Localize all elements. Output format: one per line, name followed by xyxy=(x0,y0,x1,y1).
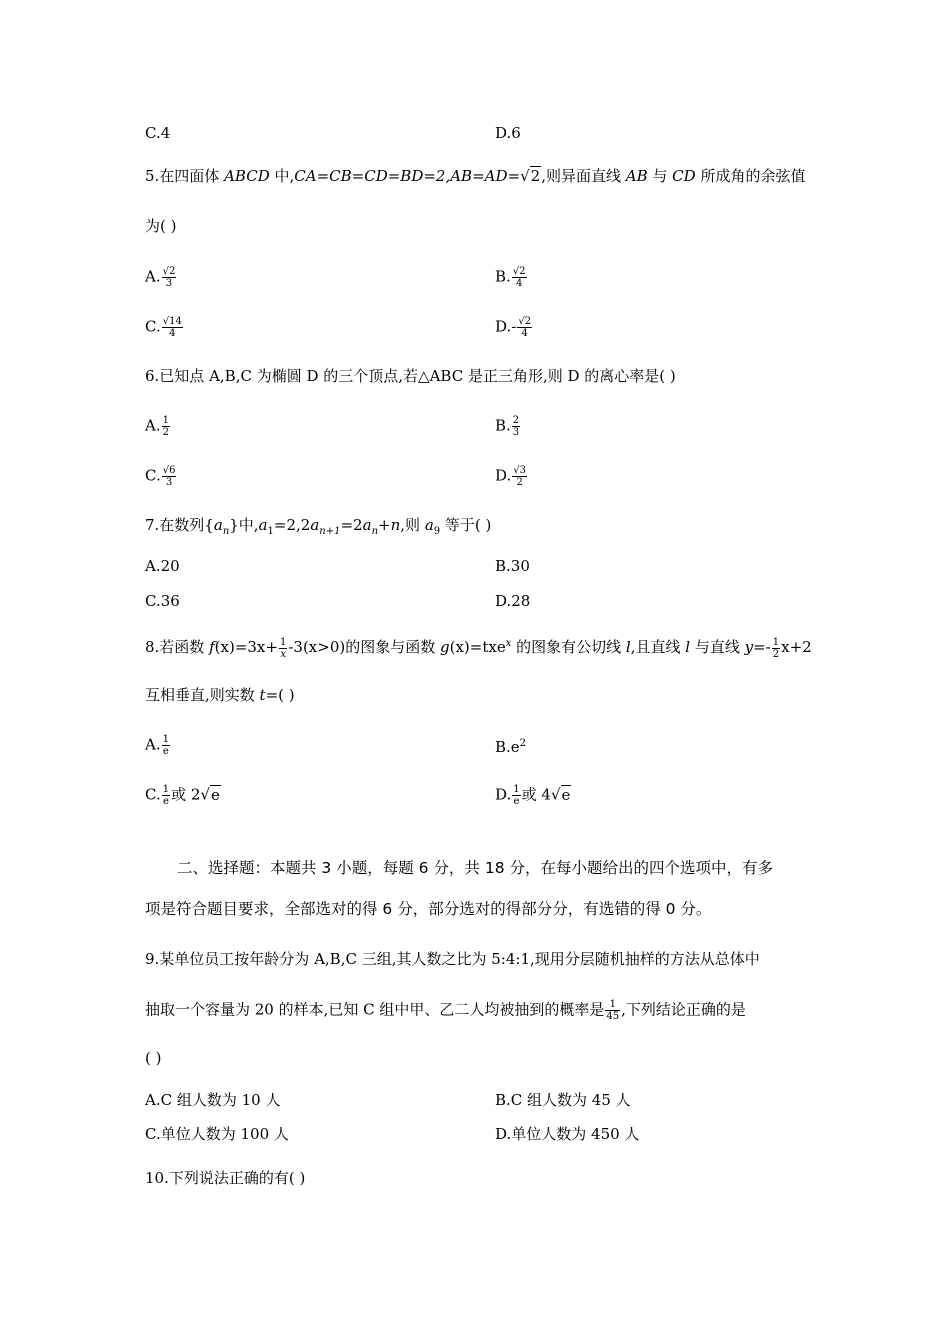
section-two-heading-line2: 项是符合题目要求，全部选对的得 6 分，部分选对的得部分分，有选错的得 0 分。 xyxy=(145,900,712,918)
q8-option-c: C. $\frac{1}{e}$ 或 2√e xyxy=(145,784,220,807)
q9-stem-line1: 9.某单位员工按年龄分为 A,B,C 三组,其人数之比为 5:4:1,现用分层随机抽样的方法从总体中 xyxy=(145,950,760,968)
q8-option-d: D. $\frac{1}{e}$ 或 4√e xyxy=(495,784,571,807)
q8-option-a: A. $\frac{1}{e}$ xyxy=(145,734,169,757)
q6-option-d: D. $\frac{√3}{2}$ xyxy=(495,465,526,488)
section-two-heading-line1: 二、选择题：本题共 3 小题，每题 6 分，共 18 分，在每小题给出的四个选项中，有多 xyxy=(177,859,774,877)
q5-option-d: D.- $\frac{√2}{4}$ xyxy=(495,316,532,339)
q8-stem-line1: 8.若函数 f(x)=3x+ $\frac{1}{x}$ -3(x>0)的图象与函数 g(x)=txe$^x$ 的图象有公切线 l,且直线 l 与直线 y=- $\frac{1}{2}$ x+2 xyxy=(145,636,812,660)
q7-option-c: C.36 xyxy=(145,592,180,610)
q5-stem-line1: 5.在四面体 ABCD 中,CA=CB=CD=BD=2,AB=AD=√2,则异面直线 AB 与 CD 所成角的余弦值 xyxy=(145,167,806,185)
q7-option-b: B.30 xyxy=(495,557,530,575)
q9-option-a: A.C 组人数为 10 人 xyxy=(145,1091,281,1109)
q4-option-d: D.6 xyxy=(495,124,521,142)
q8-option-b: $B.e^2$ xyxy=(495,738,527,756)
q6-option-b: B. $\frac{2}{3}$ xyxy=(495,415,520,438)
q9-option-d: D.单位人数为 450 人 xyxy=(495,1125,640,1143)
q10-stem: 10.下列说法正确的有( ) xyxy=(145,1169,306,1187)
q9-option-b: B.C 组人数为 45 人 xyxy=(495,1091,631,1109)
q9-stem-line2: 抽取一个容量为 20 的样本,已知 C 组中甲、乙二人均被抽到的概率是 $\frac{1}{45}$ ,下列结论正确的是 xyxy=(145,999,746,1022)
q6-option-c: C. $\frac{√6}{3}$ xyxy=(145,465,176,488)
q5-option-c: C. $\frac{√14}{4}$ xyxy=(145,316,182,339)
q6-stem: 6.已知点 A,B,C 为椭圆 D 的三个顶点,若△ABC 是正三角形,则 D 的离心率是( ) xyxy=(145,367,676,385)
q5-stem-line2: 为( ) xyxy=(145,217,177,235)
q8-stem-line2: 互相垂直,则实数 t=( ) xyxy=(145,686,295,704)
q7-option-a: A.20 xyxy=(145,557,180,575)
q6-option-a: A. $\frac{1}{2}$ xyxy=(145,415,169,438)
q5-option-b: B. $\frac{√2}{4}$ xyxy=(495,266,526,289)
q5-option-a: A. $\frac{√2}{3}$ xyxy=(145,266,176,289)
q7-option-d: D.28 xyxy=(495,592,531,610)
q9-stem-line3: ( ) xyxy=(145,1049,162,1067)
q4-option-c: C.4 xyxy=(145,124,171,142)
q7-stem: 7.在数列$\{a_n\}$中$,a_1=2,2a_{n+1}=2a_n+n$,则 $a_9$ 等于( ) xyxy=(145,516,492,537)
q9-option-c: C.单位人数为 100 人 xyxy=(145,1125,289,1143)
